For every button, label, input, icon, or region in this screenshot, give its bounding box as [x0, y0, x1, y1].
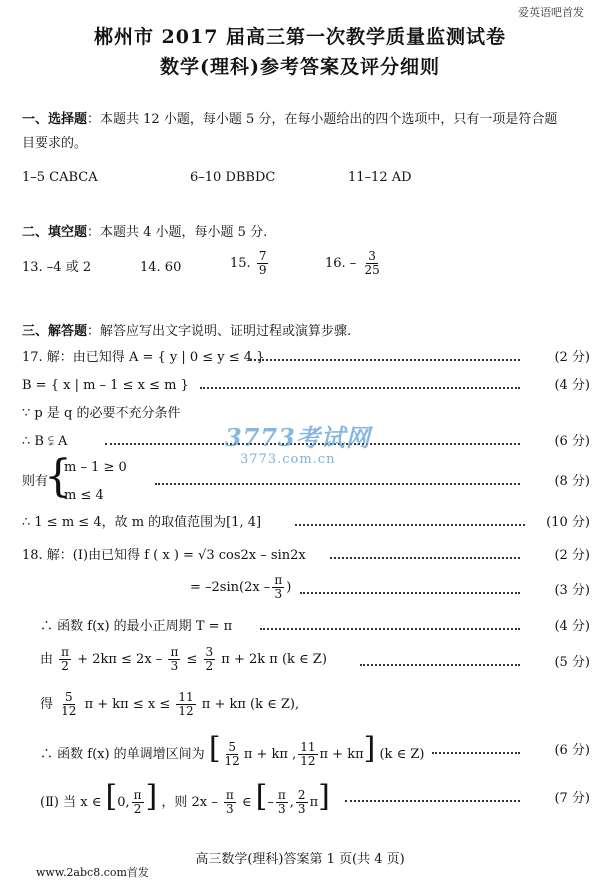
q17-line2: B = { x | m – 1 ≤ x ≤ m } [22, 378, 189, 393]
score: (5 分) [554, 655, 590, 670]
leader-dots [345, 800, 520, 802]
answer-14: 14. 60 [140, 260, 182, 275]
score: (6 分) [554, 743, 590, 758]
score: (6 分) [554, 434, 590, 449]
q17-line4: ∴ B ⫋ A [22, 434, 68, 449]
q18-line2: = –2sin(2x – $\frac{\pi}{3}$ ) [190, 573, 292, 601]
score: (2 分) [554, 548, 590, 563]
watermark-url: 3773.com.cn [240, 452, 336, 467]
leader-dots [330, 557, 520, 559]
page-footer: 高三数学(理科)答案第 1 页(共 4 页) [195, 852, 405, 867]
leader-dots [360, 664, 520, 666]
q18-line6: ∴ 函数 f(x) 的单调增区间为 [ $\frac{5}{12}$ π + kπ , $\frac{11}{12}$ π + kπ] (k ∈ Z) [40, 731, 425, 768]
page-subtitle: 数学(理科)参考答案及评分细则 [160, 56, 440, 78]
section3-heading: 三、解答题 [22, 324, 88, 339]
fraction: $\frac{7}{9}$ [258, 249, 267, 277]
q17-line5-prefix: 则有 [22, 474, 49, 489]
fraction: $\frac{3}{25}$ [364, 249, 380, 277]
fraction: $\frac{\pi}{3}$ [277, 788, 286, 816]
answer-1-5: 1–5 CABCA [22, 170, 98, 185]
score: (8 分) [554, 474, 590, 489]
fraction: $\frac{3}{2}$ [205, 645, 214, 673]
watermark-logo: 3773考试网 [225, 423, 371, 452]
q17-line3: ∵ p 是 q 的必要不充分条件 [22, 406, 181, 421]
q17-line1: 17. 解：由已知得 A = { y | 0 ≤ y ≤ 4 } [22, 350, 265, 365]
q17-line5a: m – 1 ≥ 0 [64, 460, 127, 475]
section2-desc: ：本题共 4 小题，每小题 5 分. [87, 225, 268, 240]
q18-line5: 得 $\frac{5}{12}$ π + kπ ≤ x ≤ $\frac{11}{12}$ π + kπ (k ∈ Z), [40, 690, 300, 718]
leader-dots [295, 524, 525, 526]
answer-13: 13. –4 或 2 [22, 260, 92, 275]
q17-line6: ∴ 1 ≤ m ≤ 4，故 m 的取值范围为[1, 4] [22, 515, 262, 530]
leader-dots [155, 483, 520, 485]
fraction: $\frac{11}{12}$ [178, 690, 194, 718]
fraction: $\frac{\pi}{3}$ [170, 645, 179, 673]
fraction: $\frac{\pi}{2}$ [133, 788, 142, 816]
score: (7 分) [554, 791, 590, 806]
leader-dots [260, 628, 520, 630]
section3-desc: ：解答应写出文字说明、证明过程或演算步骤. [87, 324, 352, 339]
top-note: 爱英语吧首发 [518, 6, 584, 19]
section3-line [22, 323, 351, 341]
leader-dots [432, 752, 520, 754]
section1-heading: 一、选择题 [22, 112, 88, 127]
q18-line4: 由 $\frac{\pi}{2}$ + 2kπ ≤ 2x – $\frac{\pi}{3}$ ≤ $\frac{3}{2}$ π + 2k π (k ∈ Z) [40, 645, 327, 673]
score: (10 分) [546, 515, 590, 530]
q17-line5b: m ≤ 4 [64, 488, 104, 503]
fraction: $\frac{11}{12}$ [300, 740, 316, 768]
section1-desc: ：本题共 12 小题，每小题 5 分，在每小题给出的四个选项中，只有一项是符合题 [87, 112, 558, 127]
q18-line7: (Ⅱ) 当 x ∈ [0, $\frac{\pi}{2}$ ] ，则 2x – $\frac{\pi}{3}$ ∈ [– $\frac{\pi}{3}$ , $\frac{2}{3}$ π] [40, 779, 330, 816]
q18-line3: ∴ 函数 f(x) 的最小正周期 T = π [40, 619, 233, 634]
section1-desc2: 目要求的。 [22, 136, 88, 151]
section1-line [22, 111, 557, 129]
fraction: $\frac{2}{3}$ [297, 788, 306, 816]
answer-15: 15. $\frac{7}{9}$ [230, 249, 267, 277]
section2-line [22, 224, 267, 242]
score: (2 分) [554, 350, 590, 365]
q18-line1: 18. 解：(Ⅰ)由已知得 f ( x ) = √3 cos2x – sin2x [22, 548, 306, 563]
score: (4 分) [554, 378, 590, 393]
page-title: 郴州市 2017 届高三第一次教学质量监测试卷 [93, 26, 507, 48]
fraction: $\frac{\pi}{3}$ [274, 573, 283, 601]
leader-dots [300, 592, 520, 594]
leader-dots [200, 387, 520, 389]
fraction: $\frac{\pi}{3}$ [225, 788, 234, 816]
fraction: $\frac{5}{12}$ [224, 740, 240, 768]
score: (3 分) [554, 583, 590, 598]
answer-6-10: 6–10 DBBDC [190, 170, 276, 185]
score: (4 分) [554, 619, 590, 634]
fraction: $\frac{\pi}{2}$ [61, 645, 70, 673]
site-mark: www.2abc8.com首发 [36, 866, 149, 879]
leader-dots [250, 359, 520, 361]
section2-heading: 二、填空题 [22, 225, 88, 240]
fraction: $\frac{5}{12}$ [61, 690, 77, 718]
answer-11-12: 11–12 AD [348, 170, 412, 185]
answer-16: 16. – $\frac{3}{25}$ [325, 249, 380, 277]
system-brace: { [44, 451, 72, 502]
